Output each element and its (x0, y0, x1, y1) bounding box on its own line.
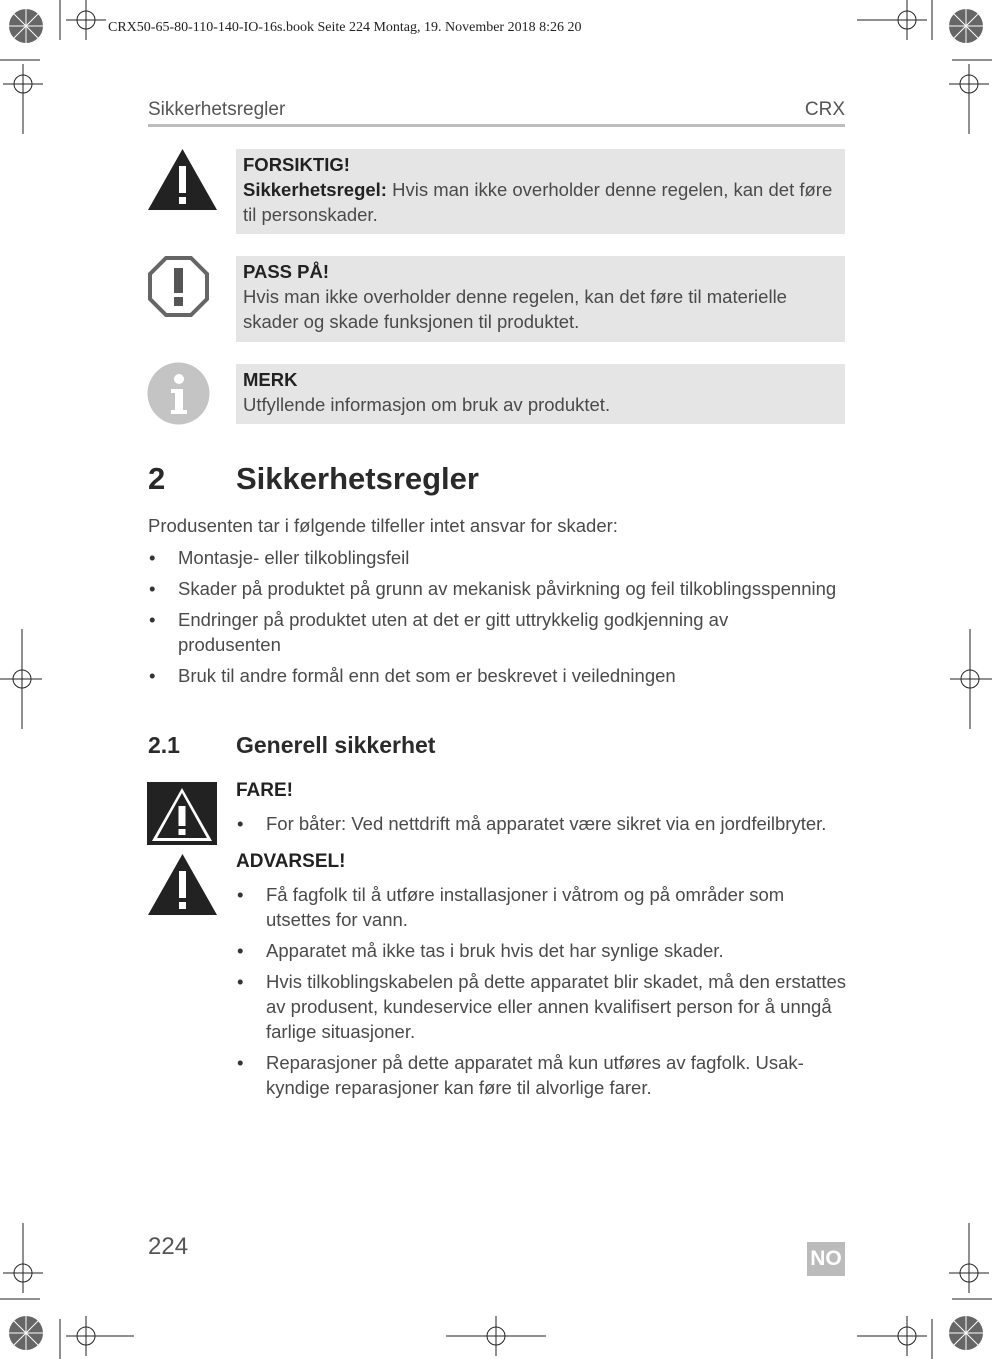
octagon-exclamation-icon (147, 255, 210, 318)
info-icon (147, 362, 210, 425)
list-item: • Endringer på produktet uten at det er gitt uttrykkelig godkjenning av produsenten (148, 607, 848, 657)
notice-attention-text: Hvis man ikke overholder denne regelen, kan det føre til materielle skader og skade funksjonen til produktet. (243, 286, 787, 332)
notice-caution-title: FORSIKTIG! (243, 154, 350, 175)
section-title: Sikkerhetsregler (236, 461, 479, 496)
list-item: • Få fagfolk til å utføre installasjoner i våtrom og på områder som utsettes for vann. (236, 882, 848, 932)
warning-bullet-list (236, 882, 848, 1106)
notice-info-title: MERK (243, 369, 298, 390)
list-item: • For båter: Ved nettdrift må apparatet være sikret via en jordfeilbryter. (236, 811, 848, 836)
subsection-number: 2.1 (148, 732, 180, 758)
list-item: • Apparatet må ikke tas i bruk hvis det har synlige skader. (236, 938, 848, 963)
notice-attention (236, 256, 845, 342)
notice-info (236, 364, 845, 424)
subsection-title: Generell sikkerhet (236, 732, 436, 758)
list-item: • Reparasjoner på dette apparatet må kun utføres av fagfolk. Usak-kyndige reparasjoner kan føre til alvorlige farer. (236, 1050, 848, 1100)
warning-title: ADVARSEL! (236, 851, 346, 872)
list-item: • Hvis tilkoblingskabelen på dette apparatet blir skadet, må den erstattes av produsent, kundeservice eller annen kvalifisert person for å unngå farlige situasjoner. (236, 969, 848, 1044)
list-item: • Bruk til andre formål enn det som er beskrevet i veiledningen (148, 663, 848, 688)
section-bullet-list (148, 545, 848, 694)
page-number: 224 (148, 1233, 189, 1260)
notice-caution-lead: Sikkerhetsregel: (243, 179, 387, 200)
warning-triangle-icon (147, 853, 218, 916)
warning-triangle-icon (147, 148, 218, 211)
danger-title: FARE! (236, 780, 293, 801)
print-info-line: CRX50-65-80-110-140-IO-16s.book Seite 224 Montag, 19. November 2018 8:26 20 (108, 20, 582, 35)
danger-bullet-list (236, 811, 848, 842)
notice-caution-text: Hvis man ikke overholder denne regelen, kan det føre til personskader. (243, 179, 833, 225)
language-badge: NO (807, 1242, 845, 1276)
running-header-left: Sikkerhetsregler (148, 99, 286, 120)
running-header-right: CRX (804, 99, 845, 120)
list-item: • Montasje- eller tilkoblingsfeil (148, 545, 848, 570)
notice-caution (236, 149, 845, 234)
section-number: 2 (148, 461, 166, 496)
list-item: • Skader på produktet på grunn av mekanisk påvirkning og feil tilkoblingsspenning (148, 576, 848, 601)
notice-attention-title: PASS PÅ! (243, 261, 330, 282)
notice-info-text: Utfyllende informasjon om bruk av produktet. (243, 394, 611, 415)
section-intro: Produsenten tar i følgende tilfeller intet ansvar for skader: (148, 515, 618, 536)
header-rule (148, 124, 845, 127)
danger-triangle-icon (147, 782, 217, 845)
